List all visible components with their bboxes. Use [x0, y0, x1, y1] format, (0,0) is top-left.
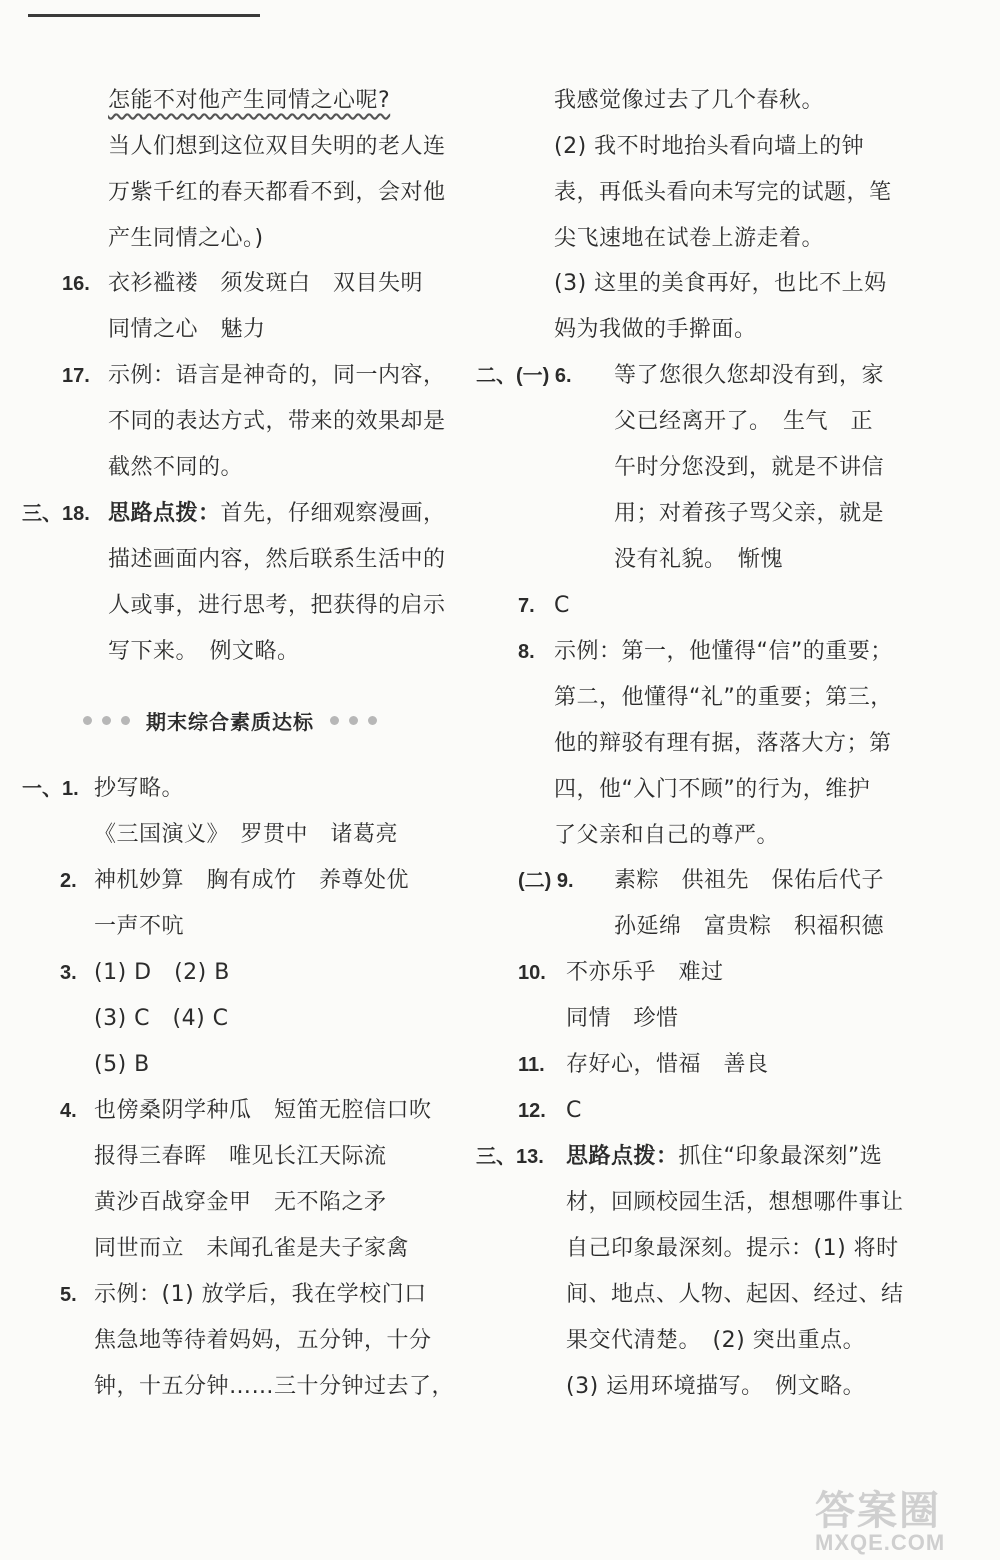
- q13-answer: 材，回顾校园生活，想想哪件事让: [566, 1190, 904, 1215]
- q10-number: 10.: [518, 962, 546, 984]
- s1-q3-answer: (3) C (4) C: [94, 1006, 229, 1031]
- q13-answer: 果交代清楚。 (2) 突出重点。: [566, 1328, 866, 1353]
- q7-answer: C: [554, 593, 570, 618]
- q13-answer: 自己印象最深刻。提示：(1) 将时: [566, 1236, 899, 1261]
- s1-q2-number: 2.: [60, 870, 77, 892]
- q17-answer: 截然不同的。: [108, 455, 244, 480]
- section-heading: [80, 704, 380, 736]
- q15-continuation-line: 产生同情之心。): [108, 226, 264, 251]
- q13-answer: [566, 1142, 882, 1172]
- dot-icon: [102, 716, 111, 725]
- q9-answer: 素粽 供祖先 保佑后代子: [614, 868, 885, 893]
- s1-q3-answer: (1) D (2) B: [94, 960, 230, 985]
- q5-continuation-line: 我感觉像过去了几个春秋。: [554, 88, 825, 113]
- q8-answer: 他的辩驳有理有据，落落大方；第: [554, 731, 892, 756]
- s1-q4-number: 4.: [60, 1100, 77, 1122]
- q5-continuation-line: 尖飞速地在试卷上游走着。: [554, 226, 825, 251]
- q6-answer: 没有礼貌。 惭愧: [614, 547, 784, 572]
- q7-number: 7.: [518, 595, 535, 617]
- watermark: [815, 1490, 995, 1556]
- s1-q4-answer: 黄沙百战穿金甲 无不陷之矛: [94, 1190, 387, 1215]
- q15-continuation-line: 怎能不对他产生同情之心呢?: [108, 88, 391, 113]
- q8-answer: 了父亲和自己的尊严。: [554, 823, 780, 848]
- q16-number: 16.: [62, 273, 90, 295]
- q8-answer: 示例：第一，他懂得“信”的重要；: [554, 639, 893, 664]
- top-rule: [28, 14, 260, 17]
- q17-answer: 示例：语言是神奇的，同一内容，: [108, 363, 446, 388]
- q18-answer: [108, 499, 446, 529]
- q18-answer-text: 首先，仔细观察漫画，: [220, 501, 446, 526]
- q16-answer: 衣衫褴褛 须发斑白 双目失明: [108, 271, 424, 296]
- q8-answer: 四，他“入门不顾”的行为，维护: [554, 777, 871, 802]
- dot-icon: [349, 716, 358, 725]
- q11-answer: 存好心，惜福 善良: [566, 1052, 769, 1077]
- s1-q2-answer: 神机妙算 胸有成竹 养尊处优: [94, 868, 410, 893]
- q9-number: (二) 9.: [518, 870, 574, 892]
- q12-number: 12.: [518, 1100, 546, 1122]
- s1-q5-answer: 焦急地等待着妈妈，五分钟，十分: [94, 1328, 432, 1353]
- q8-answer: 第二，他懂得“礼”的重要；第三，: [554, 685, 893, 710]
- q6-answer: 午时分您没到，就是不讲信: [614, 455, 885, 480]
- watermark-logo: 答案圈: [815, 1489, 941, 1533]
- s1-q5-answer: 示例：(1) 放学后，我在学校门口: [94, 1282, 427, 1307]
- q11-number: 11.: [518, 1054, 545, 1076]
- q18-hint-label: 思路点拨：: [108, 501, 221, 526]
- s1-q1-answer: 《三国演义》 罗贯中 诸葛亮: [94, 822, 399, 847]
- s1-q5-number: 5.: [60, 1284, 77, 1306]
- s1-q4-answer: 也傍桑阴学种瓜 短笛无腔信口吹: [94, 1098, 432, 1123]
- q17-answer: 不同的表达方式，带来的效果却是: [108, 409, 446, 434]
- section-title: 期末综合素质达标: [146, 709, 314, 734]
- s1-q1-number: 一、1.: [22, 778, 79, 800]
- s1-q4-answer: 报得三春晖 唯见长江天际流: [94, 1144, 387, 1169]
- s1-q2-answer: 一声不吭: [94, 914, 185, 939]
- s1-q3-number: 3.: [60, 962, 77, 984]
- q13-hint-label: 思路点拨：: [566, 1144, 679, 1169]
- q6-number: 二、(一) 6.: [476, 365, 572, 387]
- q12-answer: C: [566, 1098, 582, 1123]
- q18-answer: 描述画面内容，然后联系生活中的: [108, 547, 446, 572]
- q13-number: 三、13.: [476, 1146, 544, 1168]
- watermark-url: MXQE.COM: [815, 1530, 946, 1555]
- q6-answer: 父已经离开了。 生气 正: [614, 409, 874, 434]
- q17-number: 17.: [62, 365, 90, 387]
- q5-continuation-line: (3) 这里的美食再好，也比不上妈: [554, 271, 887, 296]
- dot-icon: [368, 716, 377, 725]
- q13-answer-text: 抓住“印象最深刻”选: [678, 1144, 883, 1169]
- q6-answer: 用；对着孩子骂父亲，就是: [614, 501, 885, 526]
- q9-answer: 孙延绵 富贵粽 积福积德: [614, 914, 885, 939]
- q16-answer: 同情之心 魅力: [108, 317, 266, 342]
- s1-q4-answer: 同世而立 未闻孔雀是夫子家禽: [94, 1236, 410, 1261]
- q8-number: 8.: [518, 641, 535, 663]
- q6-answer: 等了您很久您却没有到，家: [614, 363, 885, 388]
- q18-answer: 人或事，进行思考，把获得的启示: [108, 593, 446, 618]
- s1-q3-answer: (5) B: [94, 1052, 150, 1077]
- q5-continuation-line: 表，再低头看向未写完的试题，笔: [554, 180, 892, 205]
- s1-q1-answer: 抄写略。: [94, 776, 185, 801]
- q13-answer: 间、地点、人物、起因、经过、结: [566, 1282, 904, 1307]
- q18-answer: 写下来。 例文略。: [108, 639, 300, 664]
- dot-icon: [83, 716, 92, 725]
- q18-number: 三、18.: [22, 503, 90, 525]
- dot-icon: [330, 716, 339, 725]
- q10-answer: 同情 珍惜: [566, 1006, 679, 1031]
- q13-answer: (3) 运用环境描写。 例文略。: [566, 1374, 866, 1399]
- q15-continuation-line: 万紫千红的春天都看不到，会对他: [108, 180, 446, 205]
- q15-continuation-line: 当人们想到这位双目失明的老人连: [108, 134, 446, 159]
- s1-q5-answer: 钟，十五分钟……三十分钟过去了，: [94, 1374, 455, 1399]
- q5-continuation-line: (2) 我不时地抬头看向墙上的钟: [554, 134, 865, 159]
- q10-answer: 不亦乐乎 难过: [566, 960, 724, 985]
- dot-icon: [121, 716, 130, 725]
- q5-continuation-line: 妈为我做的手擀面。: [554, 317, 757, 342]
